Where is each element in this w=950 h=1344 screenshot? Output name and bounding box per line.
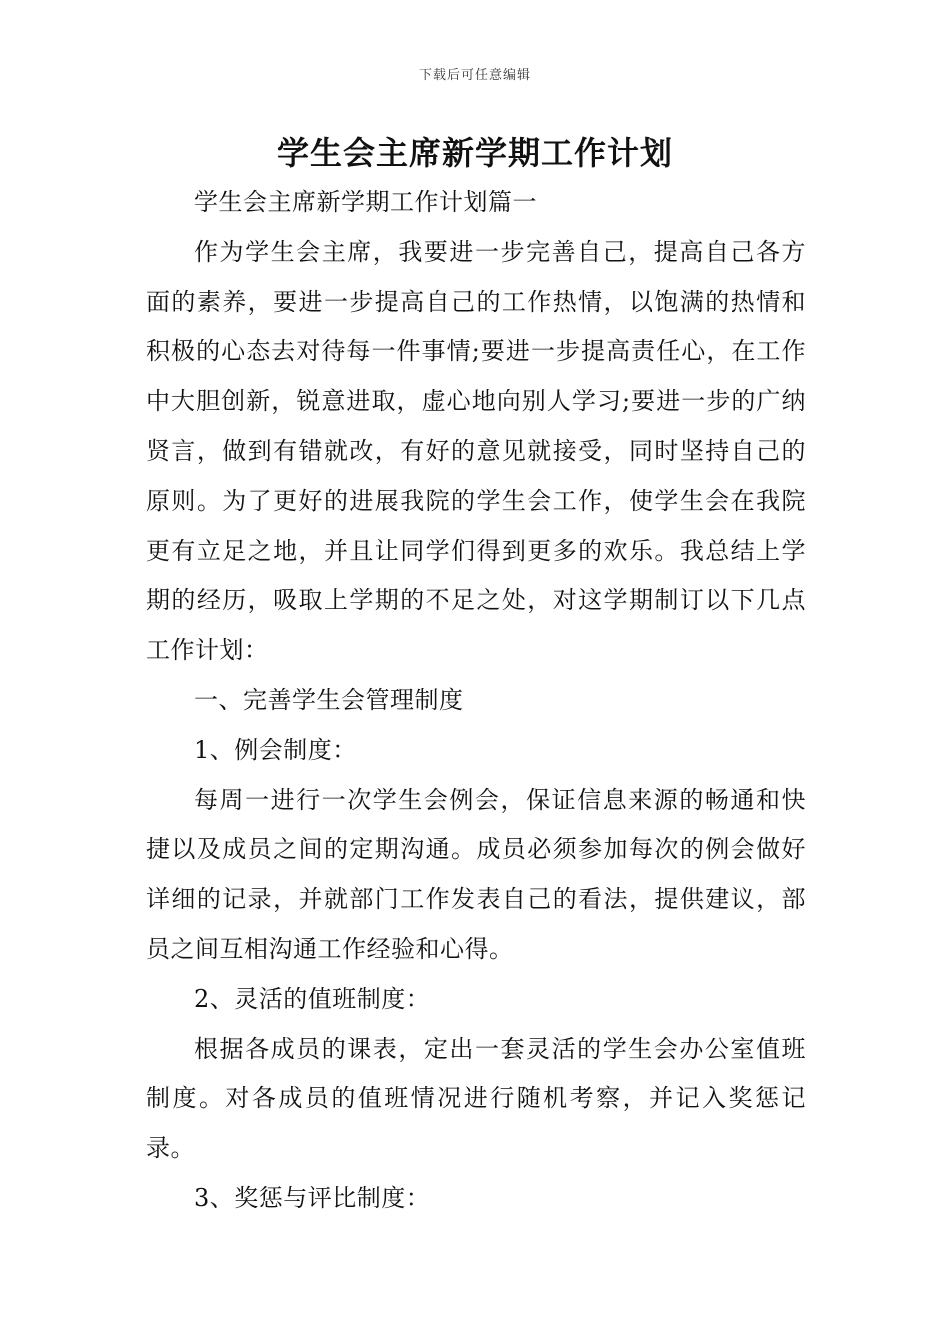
item-paragraph-1: 每周一进行一次学生会例会，保证信息来源的畅通和快捷以及成员之间的定期沟通。成员必须参加每次的例会做好详细的记录，并就部门工作发表自己的看法，提供建议，部员之间互相沟通工作经验和心得。	[146, 785, 806, 963]
item-heading-3: 3、奖惩与评比制度：	[194, 1183, 431, 1212]
section-heading-1: 一、完善学生会管理制度	[194, 685, 464, 714]
item-heading-1: 1、例会制度：	[194, 735, 357, 764]
item-paragraph-2: 根据各成员的课表，定出一套灵活的学生会办公室值班制度。对各成员的值班情况进行随机考察，并记入奖惩记录。	[146, 1034, 806, 1163]
item-heading-2: 2、灵活的值班制度：	[194, 984, 431, 1013]
document-title: 学生会主席新学期工作计划	[276, 134, 673, 172]
header-note: 下载后可任意编辑	[418, 68, 531, 83]
section-subtitle: 学生会主席新学期工作计划篇一	[194, 188, 537, 216]
document-body	[146, 178, 806, 1224]
intro-paragraph: 作为学生会主席，我要进一步完善自己，提高自己各方面的素养，要进一步提高自己的工作热情，以饱满的热情和积极的心态去对待每一件事情;要进一步提高责任心，在工作中大胆创新，锐意进取，虚心地向别人学习;要进一步的广纳贤言，做到有错就改，有好的意见就接受，同时坚持自己的原则。为了更好的进展我院的学生会工作，使学生会在我院更有立足之地，并且让同学们得到更多的欢乐。我总结上学期的经历，吸取上学期的不足之处，对这学期制订以下几点工作计划：	[146, 237, 806, 665]
